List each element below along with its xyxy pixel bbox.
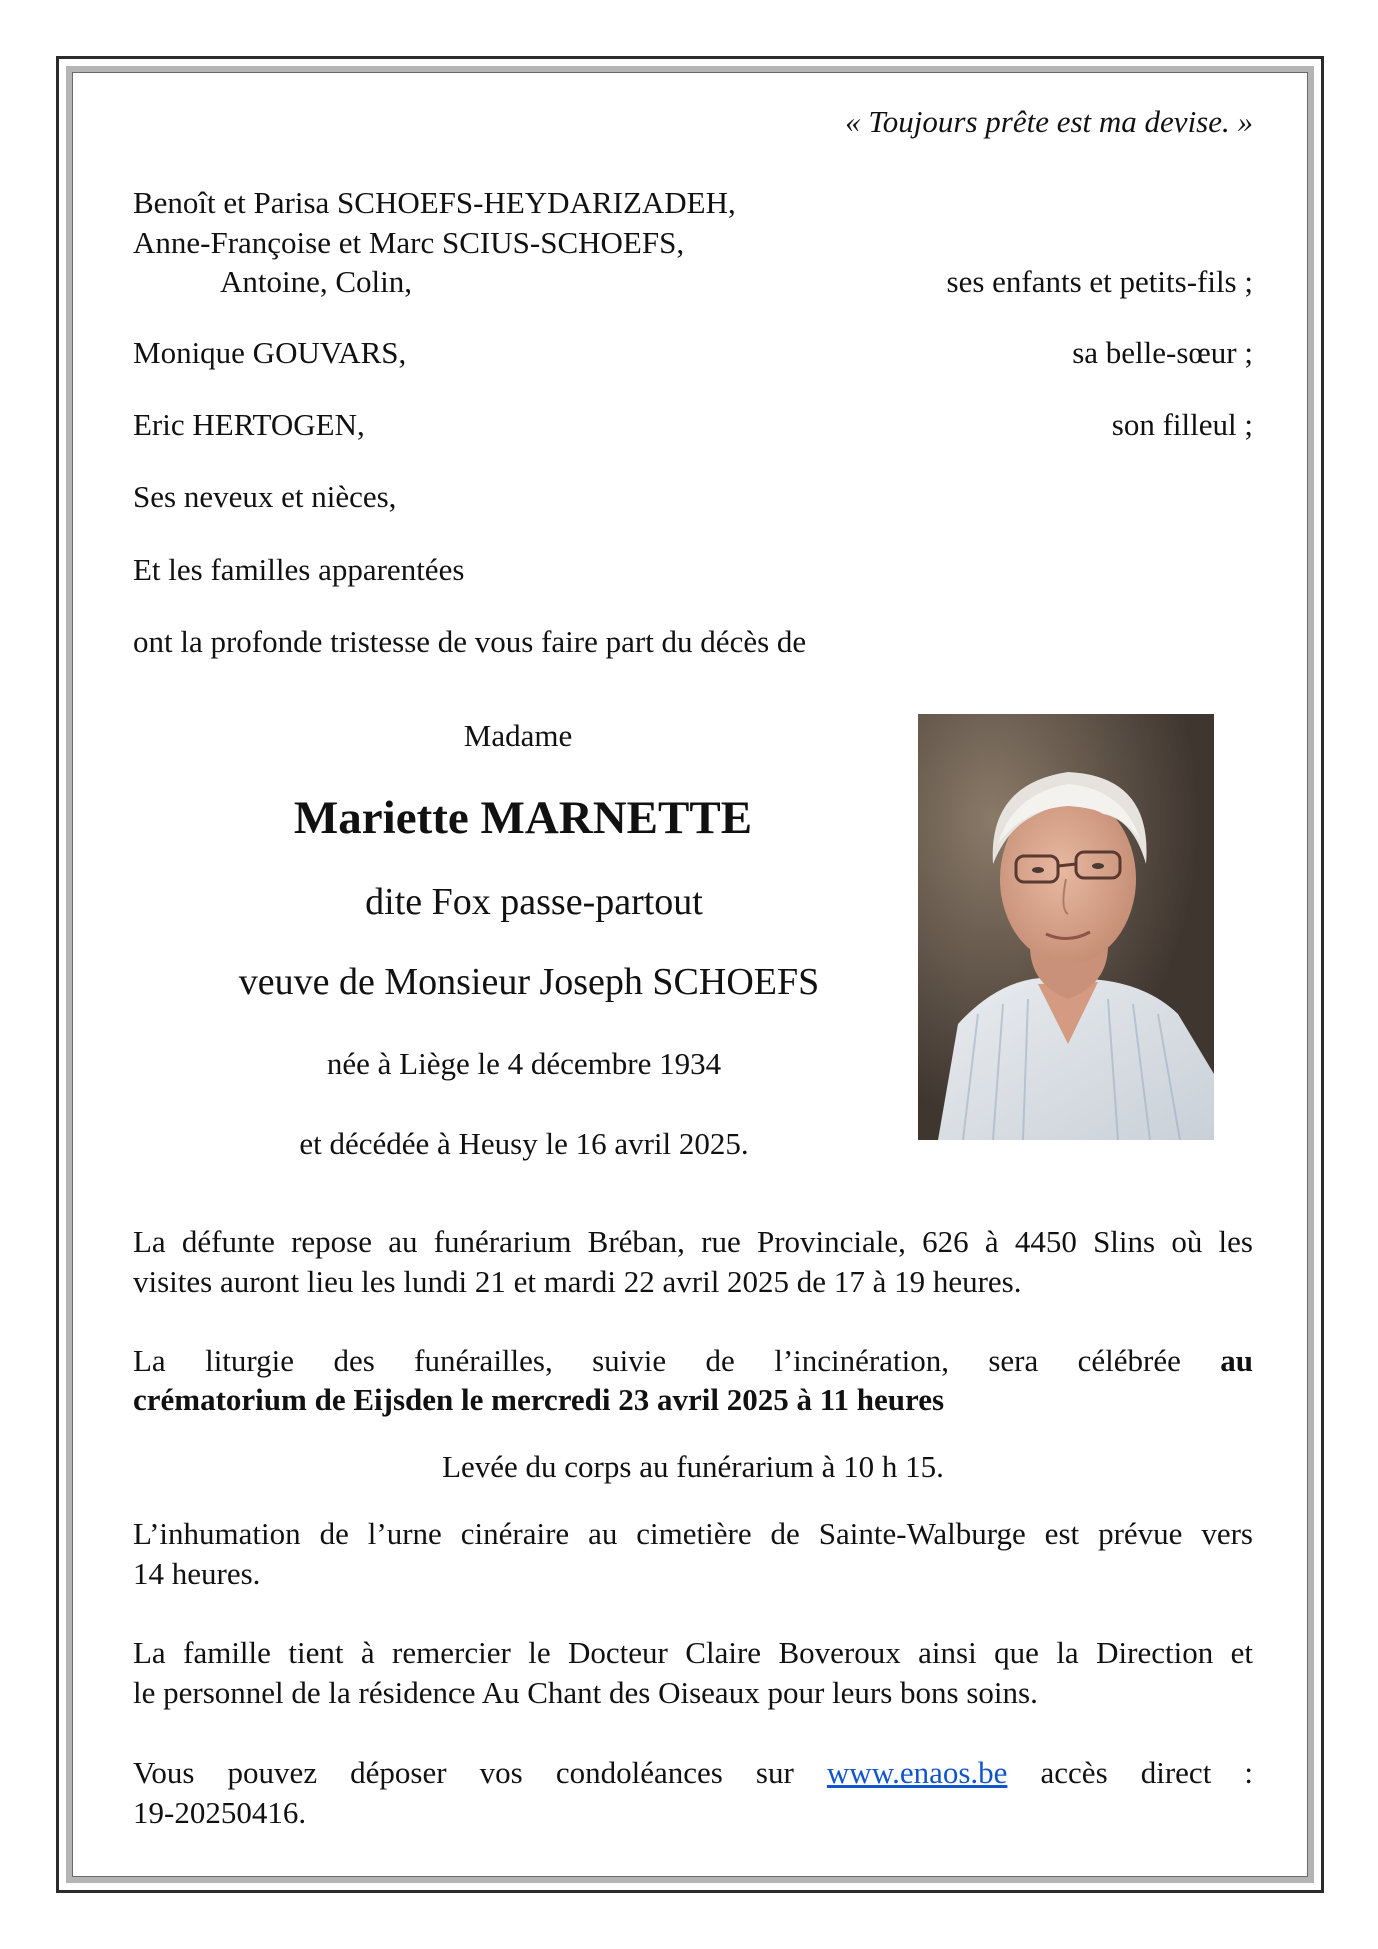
condolences-after: accès direct : [1040,1755,1254,1790]
family-line-1: Benoît et Parisa SCHOEFS-HEYDARIZADEH, [133,185,736,220]
portrait-photo [918,714,1214,1140]
liturgy-line-1 [133,1341,1253,1381]
deceased-widow: veuve de Monsieur Joseph SCHOEFS [238,961,820,1003]
levee-line: Levée du corps au funérarium à 10 h 15. [442,1449,944,1484]
thanks-line-2: le personnel de la résidence Au Chant des Oiseaux pour leurs bons soins. [133,1675,1038,1710]
urn-line-1: L’inhumation de l’urne cinéraire au cimetière de Sainte-Walburge est prévue vers [133,1516,1253,1551]
condolences-code: 19-20250416. [133,1795,307,1830]
portrait-illustration [918,714,1214,1140]
motto: « Toujours prête est ma devise. » [845,104,1253,139]
liturgy-bold-start: au [1220,1343,1253,1378]
nephews-line: Ses neveux et nièces, [133,479,397,514]
family-line-eric [133,405,1253,445]
family-line-2: Anne-Françoise et Marc SCIUS-SCHOEFS, [133,225,685,260]
grandchildren-names: Antoine, Colin, [220,264,413,299]
deceased-nickname: dite Fox passe-partout [365,881,703,923]
announcement-line: ont la profonde tristesse de vous faire part du décès de [133,624,807,659]
honorific: Madame [463,718,573,753]
rest-line-2: visites auront lieu les lundi 21 et mardi 22 avril 2025 de 17 à 19 heures. [133,1264,1022,1299]
condolences-text: Vous pouvez déposer vos condoléances sur [133,1755,794,1790]
children-relation: ses enfants et petits-fils ; [946,264,1253,299]
family-line-3 [133,262,1253,302]
urn-line-2: 14 heures. [133,1556,261,1591]
birth-info: née à Liège le 4 décembre 1934 [326,1046,722,1081]
families-line: Et les familles apparentées [133,552,465,587]
thanks-line-1: La famille tient à remercier le Docteur Claire Boveroux ainsi que la Direction et [133,1635,1253,1670]
monique-relation: sa belle-sœur ; [1072,335,1253,370]
death-info: et décédée à Heusy le 16 avril 2025. [299,1126,749,1161]
condolences-line-1 [133,1753,1253,1793]
deceased-name: Mariette MARNETTE [293,792,753,844]
monique-name: Monique GOUVARS, [133,335,407,370]
liturgy-line-2: crématorium de Eijsden le mercredi 23 avril 2025 à 11 heures [133,1382,945,1417]
rest-line-1: La défunte repose au funérarium Bréban, rue Provinciale, 626 à 4450 Slins où les [133,1224,1253,1259]
condolences-link[interactable]: www.enaos.be [826,1755,1008,1790]
liturgy-text: La liturgie des funérailles, suivie de l’incinération, sera célébrée [133,1343,1181,1378]
eric-name: Eric HERTOGEN, [133,407,365,442]
eric-relation: son filleul ; [1111,407,1253,442]
family-line-monique [133,333,1253,373]
